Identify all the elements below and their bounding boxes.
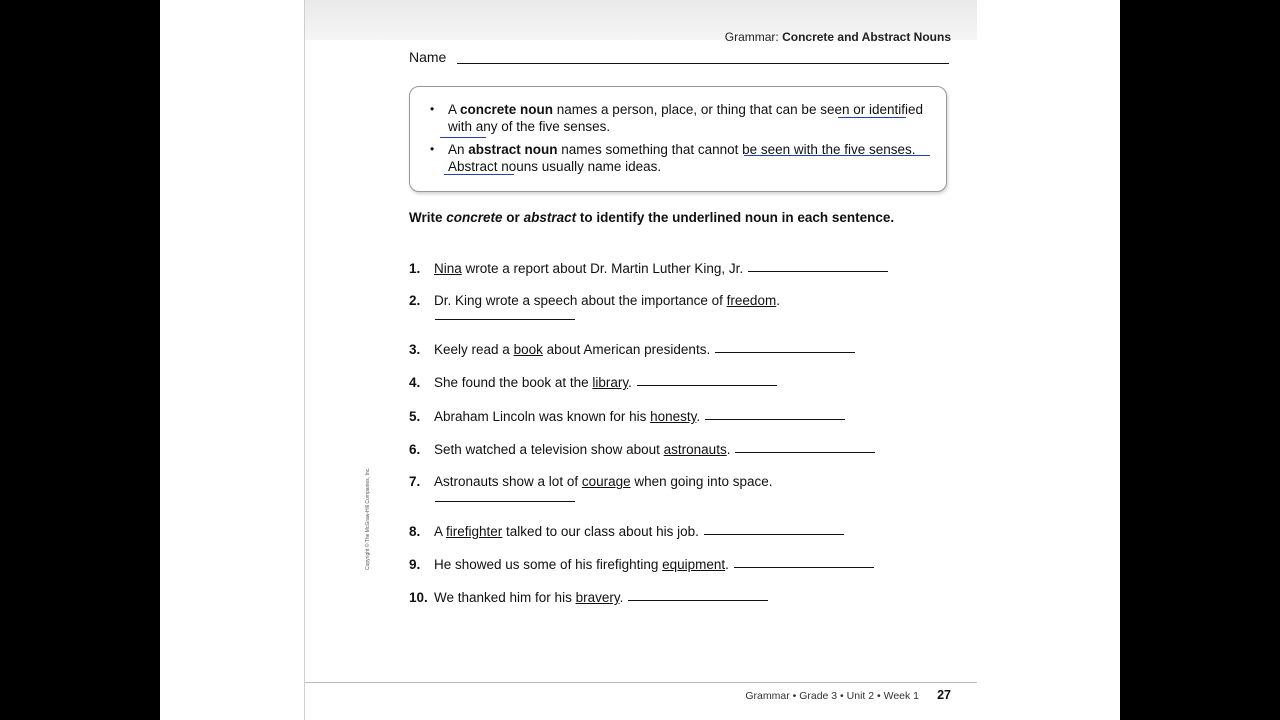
underlined-noun: book: [513, 342, 543, 357]
answer-line[interactable]: [734, 567, 874, 568]
handwritten-underline: [838, 117, 906, 118]
underlined-noun: firefighter: [446, 524, 503, 539]
rule-text: A concrete noun names a person, place, or thing that can be seen or identified with any of the five senses.: [448, 102, 924, 134]
document-viewer: [160, 0, 1120, 720]
name-row: [409, 49, 949, 69]
item-sentence: Keely read a book about American presidents.: [434, 342, 855, 357]
item-number: 7.: [409, 474, 421, 489]
bullet-icon: •: [430, 142, 435, 156]
header-topic: Concrete and Abstract Nouns: [782, 30, 951, 44]
header-section: Grammar:: [724, 30, 779, 44]
item-number: 9.: [409, 557, 421, 572]
item-sentence: Dr. King wrote a speech about the importance of freedom.: [434, 293, 780, 308]
item-number: 1.: [409, 261, 421, 276]
item-sentence: Seth watched a television show about astronauts.: [434, 442, 875, 457]
underlined-noun: bravery: [575, 590, 620, 605]
item-number: 5.: [409, 409, 421, 424]
underlined-noun: honesty: [650, 409, 697, 424]
rule-text: An abstract noun names something that cannot be seen with the five senses. Abstract nouns usually name ideas.: [448, 142, 916, 174]
answer-line[interactable]: [715, 352, 855, 353]
item-number: 6.: [409, 442, 421, 457]
answer-line[interactable]: [704, 534, 844, 535]
handwritten-underline: [744, 155, 930, 156]
worksheet-page: [304, 0, 977, 720]
answer-line[interactable]: [705, 419, 845, 420]
bullet-icon: •: [430, 102, 435, 116]
item-number: 8.: [409, 524, 421, 539]
underlined-noun: equipment: [662, 557, 726, 572]
copyright-notice: Copyright © The McGraw-Hill Companies, Inc.: [365, 467, 371, 570]
page-number: 27: [937, 688, 951, 702]
instructions: Write concrete or abstract to identify the underlined noun in each sentence.: [409, 210, 895, 225]
answer-line[interactable]: [748, 271, 888, 272]
name-label: Name: [409, 49, 447, 65]
footer-divider: [305, 682, 977, 683]
answer-line[interactable]: [735, 452, 875, 453]
item-sentence: He showed us some of his firefighting equipment.: [434, 557, 874, 572]
underlined-noun: courage: [581, 474, 631, 489]
answer-line[interactable]: [435, 501, 575, 502]
item-number: 3.: [409, 342, 421, 357]
answer-line[interactable]: [628, 600, 768, 601]
item-sentence: Astronauts show a lot of courage when going into space.: [434, 474, 773, 489]
answer-line[interactable]: [435, 319, 575, 320]
footer-text: Grammar • Grade 3 • Unit 2 • Week 1: [745, 690, 919, 702]
answer-line[interactable]: [637, 385, 777, 386]
item-sentence: A firefighter talked to our class about his job.: [434, 524, 844, 539]
name-write-line[interactable]: [457, 63, 949, 64]
item-number: 4.: [409, 375, 421, 390]
item-sentence: Abraham Lincoln was known for his honesty.: [434, 409, 845, 424]
page-title: [725, 30, 951, 44]
underlined-noun: astronauts: [663, 442, 727, 457]
underlined-noun: Nina: [434, 261, 462, 276]
item-number: 2.: [409, 293, 421, 308]
handwritten-underline: [440, 137, 486, 138]
underlined-noun: library: [592, 375, 629, 390]
handwritten-underline: [444, 174, 514, 175]
rule-box: [409, 86, 947, 192]
item-sentence: Nina wrote a report about Dr. Martin Luther King, Jr.: [434, 261, 888, 276]
item-number: 10.: [409, 590, 428, 605]
item-sentence: She found the book at the library.: [434, 375, 777, 390]
item-sentence: We thanked him for his bravery.: [434, 590, 768, 605]
underlined-noun: freedom: [726, 293, 777, 308]
